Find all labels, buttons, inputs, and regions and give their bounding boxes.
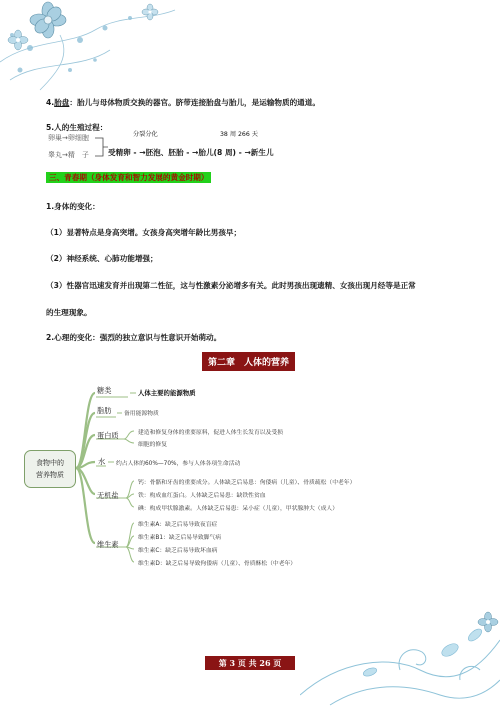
leaf-vitamin-d: 维生素D：缺乏后易导致佝偻病（儿童）、骨质酥松（中老年） [138, 561, 297, 567]
item-5-heading: 5.人的生殖过程： [46, 123, 108, 132]
leaf-protein-line-2: 细胞的修复 [138, 442, 167, 448]
item-4-prefix: 4. [46, 98, 55, 107]
leaf-vitamin-b1: 维生素B1：缺乏后易导致脚气病 [138, 535, 222, 541]
body-changes-point-3b: 的生理现象。 [46, 308, 92, 317]
leaf-sugar: 人体主要的能源物质 [138, 389, 196, 397]
node-sugar: 糖类 [97, 386, 112, 395]
node-water: 水 [98, 457, 106, 466]
swirl-corner-decoration [300, 600, 500, 707]
leaf-vitamin-c: 维生素C：缺乏后易导致坏血病 [138, 548, 218, 554]
reproduction-chain: 受精卵 - →胚泡、胚胎 - →胎儿(8 周) - →新生儿 [108, 148, 274, 157]
leaf-mineral-iodine: 碘：构成甲状腺激素。人体缺乏后易患：呆小症（儿童），甲状腺肿大（成人） [138, 506, 338, 512]
node-fat: 脂肪 [97, 406, 112, 415]
page-indicator: 第 3 页 共 26 页 [205, 656, 295, 670]
leaf-mineral-iron: 铁：构成血红蛋白。人体缺乏后易患：缺铁性贫血 [138, 493, 266, 499]
section-3-heading-text: 三、青春期（身体发育和智力发展的黄金时期） [46, 172, 211, 183]
node-protein: 蛋白质 [97, 431, 119, 440]
leaf-fat: 备用能源物质 [124, 411, 159, 417]
body-changes-heading: 1.身体的变化： [46, 202, 100, 211]
item-4-placenta [46, 97, 320, 108]
item-4-text: ：胎儿与母体物质交换的器官。脐带连接胎盘与胎儿，是运输物质的通道。 [69, 98, 320, 107]
chapter-2-title: 第二章 人体的营养 [202, 352, 295, 371]
body-changes-point-2: （2）神经系统、心肺功能增强； [46, 254, 158, 263]
mindmap-root-line-2: 营养物质 [36, 471, 64, 479]
leaf-mineral-calcium: 钙：骨骼和牙齿的重要成分。人体缺乏后易患：佝偻病（儿童）、骨质疏松（中老年） [138, 480, 356, 486]
section-3-heading [46, 172, 211, 183]
leaf-vitamin-a: 维生素A：缺乏后易导致夜盲症 [138, 522, 218, 528]
mindmap-root [24, 450, 76, 488]
reproduction-label-division: 分裂分化 [133, 131, 158, 138]
reproduction-bracket [95, 134, 109, 160]
body-changes-point-1: （1）显著特点是身高突增。女孩身高突增年龄比男孩早； [46, 228, 242, 237]
floral-corner-decoration [0, 0, 200, 95]
leaf-protein-line-1: 建造和修复身体的重要原料，促进人体生长发育以及受损 [138, 430, 283, 436]
item-4-term: 胎盘 [54, 98, 70, 107]
mindmap-root-line-1: 食物中的 [36, 459, 64, 467]
node-mineral: 无机盐 [97, 491, 119, 500]
reproduction-ovary: 卵巢→卵细胞 [48, 134, 89, 142]
reproduction-label-weeks: 38 周 266 天 [220, 131, 258, 138]
reproduction-testis: 睾丸→精 子 [48, 151, 89, 159]
mind-changes-text: 2.心理的变化：强烈的独立意识与性意识开始萌动。 [46, 333, 222, 342]
body-changes-point-3a: （3）性器官迅速发育并出现第二性征，这与性激素分泌增多有关。此时男孩出现遗精、女孩出现月经等是正常 [46, 281, 416, 290]
leaf-water: 约占人体的60%—70%，参与人体各项生命活动 [116, 461, 241, 467]
node-vitamin: 维生素 [97, 540, 119, 549]
